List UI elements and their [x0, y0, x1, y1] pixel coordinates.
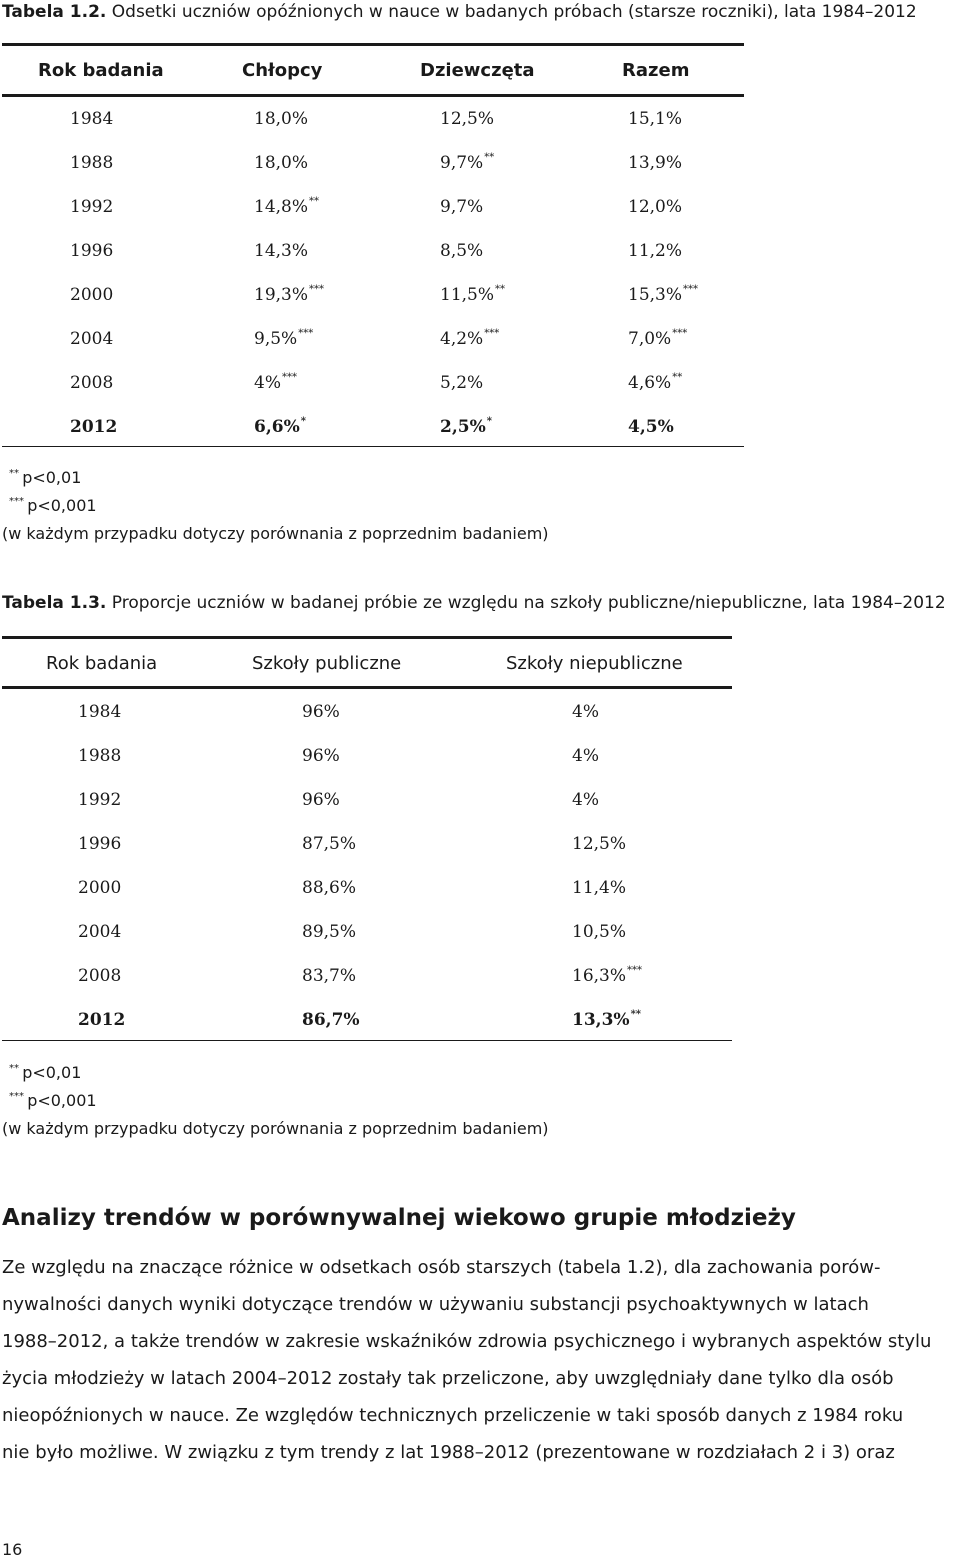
table-1-2-header-2 [420, 60, 535, 81]
table-1-3-private-text: 13,3% [572, 1010, 630, 1030]
significance-marker: ** [484, 152, 495, 163]
table-1-3-year [78, 834, 121, 854]
note-marker: ** [9, 1063, 23, 1074]
table-1-2-year-text: 2012 [70, 417, 118, 437]
note-marker: ** [9, 468, 23, 479]
significance-marker: *** [627, 965, 643, 976]
table-1-3-public [302, 790, 340, 810]
significance-marker: *** [309, 284, 325, 295]
table-1-3-public [302, 746, 340, 766]
paragraph-line-text: Ze względu na znaczące różnice w odsetkach osób starszych (tabela 1.2), dla zachowania porów- [2, 1257, 881, 1278]
table-1-2-label: Tabela 1.2. [2, 2, 107, 22]
table-1-3-caption [2, 593, 946, 613]
significance-marker: * [486, 416, 492, 427]
table-1-3-private [572, 834, 626, 854]
table-1-3-private [572, 966, 642, 986]
table-1-2-boys [254, 373, 297, 393]
table-1-2-boys-text: 14,8% [254, 197, 309, 217]
table-1-2-boys-text: 19,3% [254, 285, 309, 305]
table-1-3-private-text: 4% [572, 702, 599, 722]
table-1-2-girls [440, 109, 494, 129]
table-1-2-header-3-text: Razem [622, 60, 690, 81]
table-1-2-total [628, 417, 674, 437]
table-1-2-girls [440, 241, 483, 261]
table-1-2-total [628, 241, 682, 261]
table-1-2-girls [440, 285, 505, 305]
paragraph-line [2, 1294, 958, 1315]
note-text: (w każdym przypadku dotyczy porównania z poprzednim badaniem) [2, 1119, 549, 1138]
table-1-3-private [572, 1010, 641, 1030]
table-1-3-public [302, 1010, 360, 1030]
table-1-2-girls [440, 417, 492, 437]
note-marker: *** [9, 1091, 28, 1102]
table-1-2-year [70, 241, 113, 261]
table-1-2-year-text: 1996 [70, 241, 114, 261]
table-1-2-boys [254, 109, 308, 129]
table-1-2-girls-text: 2,5% [440, 417, 486, 437]
paragraph-line [2, 1368, 958, 1389]
table-1-3-public-text: 88,6% [302, 878, 357, 898]
table-1-2-year [70, 197, 113, 217]
significance-marker: *** [484, 328, 500, 339]
table-1-3-header-2-text: Szkoły niepubliczne [506, 653, 683, 674]
paragraph-line [2, 1331, 958, 1352]
note-text: (w każdym przypadku dotyczy porównania z poprzednim badaniem) [2, 524, 549, 543]
table-1-2-total [628, 373, 682, 393]
table-1-2-boys [254, 329, 313, 349]
table-1-2-header-0-text: Rok badania [38, 60, 164, 81]
table-1-2-header-0 [38, 60, 164, 81]
table-1-3-header-0-text: Rok badania [46, 653, 158, 674]
table-1-2-girls-text: 8,5% [440, 241, 484, 261]
table-1-3-year-text: 2012 [78, 1010, 126, 1030]
section-heading: Analizy trendów w porównywalnej wiekowo grupie młodzieży [2, 1205, 796, 1231]
table-1-3-title: Proporcje uczniów w badanej próbie ze względu na szkoły publiczne/niepubliczne, lata 1984–2012 [111, 593, 946, 613]
table-1-2-total-text: 15,3% [628, 285, 683, 305]
table-1-3-year [78, 746, 121, 766]
table-1-2-boys-text: 18,0% [254, 109, 309, 129]
table-1-2-girls [440, 153, 494, 173]
table-1-3-year [78, 1010, 125, 1030]
table-1-2-boys [254, 197, 319, 217]
table-1-3-header-2 [506, 653, 683, 674]
significance-marker: ** [309, 196, 320, 207]
table-1-2-note [8, 468, 81, 487]
table-1-3-public [302, 834, 356, 854]
table-1-2-total-text: 15,1% [628, 109, 683, 129]
table-1-3-public-text: 96% [302, 790, 340, 810]
table-1-2-year [70, 109, 113, 129]
table-1-3-public [302, 702, 340, 722]
table-1-2-year [70, 417, 117, 437]
table-1-2-total-text: 12,0% [628, 197, 683, 217]
significance-marker: ** [672, 372, 683, 383]
table-1-2-total [628, 109, 682, 129]
paragraph-line-text: nywalności danych wyniki dotyczące trendów w używaniu substancji psychoaktywnych w latach [2, 1294, 869, 1315]
table-1-2-title: Odsetki uczniów opóźnionych w nauce w badanych próbach (starsze roczniki), lata 1984–2012 [111, 2, 917, 22]
table-1-3-private [572, 702, 599, 722]
table-1-3-note [8, 1091, 97, 1110]
table-1-3-private-text: 16,3% [572, 966, 627, 986]
significance-marker: * [300, 416, 306, 427]
table-1-2-girls-text: 5,2% [440, 373, 484, 393]
table-1-2-girls-text: 9,7% [440, 197, 484, 217]
table-1-2-girls-text: 9,7% [440, 153, 484, 173]
table-1-3-year-text: 1992 [78, 790, 122, 810]
table-1-2-total-text: 4,6% [628, 373, 672, 393]
table-1-3-public [302, 966, 356, 986]
significance-marker: ** [495, 284, 506, 295]
table-1-3-private-text: 12,5% [572, 834, 627, 854]
significance-marker: *** [298, 328, 314, 339]
table-1-3-header-rule [2, 686, 732, 689]
table-1-2-header-3 [622, 60, 689, 81]
paragraph-line-text: nie było możliwe. W związku z tym trendy z lat 1988–2012 (prezentowane w rozdziałach 2 i 3) oraz [2, 1442, 895, 1463]
table-1-2-bottom-rule [2, 446, 744, 447]
table-1-2-girls-text: 12,5% [440, 109, 495, 129]
table-1-2-boys-text: 18,0% [254, 153, 309, 173]
paragraph-line [2, 1405, 958, 1426]
table-1-2-boys-text: 4% [254, 373, 281, 393]
table-1-3-year-text: 1988 [78, 746, 122, 766]
table-1-3-bottom-rule [2, 1040, 732, 1041]
note-text: p<0,001 [27, 496, 97, 515]
table-1-3-year-text: 1996 [78, 834, 122, 854]
table-1-2-year [70, 285, 113, 305]
table-1-3-public [302, 878, 356, 898]
note-text: p<0,01 [22, 1063, 82, 1082]
significance-marker: *** [672, 328, 688, 339]
table-1-2-total-text: 11,2% [628, 241, 683, 261]
table-1-2-year-text: 2000 [70, 285, 114, 305]
table-1-2-year-text: 1984 [70, 109, 114, 129]
table-1-2-year [70, 329, 113, 349]
table-1-2-total-text: 7,0% [628, 329, 672, 349]
table-1-2-total [628, 285, 698, 305]
table-1-3-year [78, 966, 121, 986]
table-1-3-top-rule [2, 636, 732, 639]
significance-marker: ** [630, 1009, 642, 1020]
table-1-3-public-text: 86,7% [302, 1010, 360, 1030]
table-1-2-year [70, 153, 113, 173]
table-1-2-boys [254, 153, 308, 173]
table-1-2-boys [254, 241, 308, 261]
table-1-2-caption [2, 2, 917, 22]
table-1-2-total [628, 329, 687, 349]
table-1-3-label: Tabela 1.3. [2, 593, 107, 613]
significance-marker: *** [683, 284, 699, 295]
paragraph-line-text: 1988–2012, a także trendów w zakresie wskaźników zdrowia psychicznego i wybranych aspektów stylu [2, 1331, 932, 1352]
table-1-3-public-text: 96% [302, 746, 340, 766]
table-1-2-note [2, 524, 549, 543]
table-1-3-private-text: 4% [572, 790, 599, 810]
table-1-3-public-text: 87,5% [302, 834, 357, 854]
table-1-2-note [8, 496, 97, 515]
table-1-3-header-1 [252, 653, 401, 674]
table-1-2-total [628, 153, 682, 173]
table-1-3-year [78, 790, 121, 810]
table-1-2-year-text: 1988 [70, 153, 114, 173]
table-1-2-boys [254, 285, 324, 305]
page-number: 16 [2, 1540, 23, 1559]
table-1-2-boys-text: 14,3% [254, 241, 309, 261]
table-1-2-girls [440, 197, 483, 217]
table-1-3-year [78, 702, 121, 722]
paragraph-line-text: nieopóźnionych w nauce. Ze względów technicznych przeliczenie w taki sposób danych z 1984 roku [2, 1405, 904, 1426]
table-1-2-year-text: 1992 [70, 197, 114, 217]
table-1-2-header-1 [242, 60, 322, 81]
note-text: p<0,01 [22, 468, 82, 487]
table-1-3-private [572, 922, 626, 942]
table-1-3-public-text: 89,5% [302, 922, 357, 942]
note-text: p<0,001 [27, 1091, 97, 1110]
table-1-3-public [302, 922, 356, 942]
table-1-2-girls [440, 329, 499, 349]
table-1-3-private [572, 790, 599, 810]
table-1-2-year [70, 373, 113, 393]
table-1-3-year [78, 878, 121, 898]
table-1-3-private [572, 746, 599, 766]
table-1-3-private [572, 878, 626, 898]
table-1-2-year-text: 2008 [70, 373, 114, 393]
paragraph-line-text: życia młodzieży w latach 2004–2012 zostały tak przeliczone, aby uwzględniały dane tylko dla osób [2, 1368, 894, 1389]
table-1-3-public-text: 96% [302, 702, 340, 722]
table-1-3-private-text: 4% [572, 746, 599, 766]
table-1-2-year-text: 2004 [70, 329, 114, 349]
table-1-2-girls-text: 11,5% [440, 285, 495, 305]
table-1-2-total-text: 13,9% [628, 153, 683, 173]
table-1-2-girls-text: 4,2% [440, 329, 484, 349]
table-1-3-year-text: 2008 [78, 966, 122, 986]
table-1-2-top-rule [2, 43, 744, 46]
paragraph-line [2, 1442, 958, 1463]
table-1-2-total [628, 197, 682, 217]
table-1-3-year-text: 1984 [78, 702, 122, 722]
table-1-3-year-text: 2004 [78, 922, 122, 942]
table-1-3-public-text: 83,7% [302, 966, 357, 986]
table-1-2-boys [254, 417, 306, 437]
table-1-2-header-rule [2, 94, 744, 97]
table-1-3-note [8, 1063, 81, 1082]
table-1-3-year-text: 2000 [78, 878, 122, 898]
paragraph-line [2, 1257, 958, 1278]
table-1-3-header-0 [46, 653, 157, 674]
table-1-2-boys-text: 6,6% [254, 417, 300, 437]
table-1-2-header-2-text: Dziewczęta [420, 60, 535, 81]
table-1-3-year [78, 922, 121, 942]
table-1-3-private-text: 10,5% [572, 922, 627, 942]
table-1-2-boys-text: 9,5% [254, 329, 298, 349]
table-1-2-header-1-text: Chłopcy [242, 60, 323, 81]
table-1-3-header-1-text: Szkoły publiczne [252, 653, 402, 674]
significance-marker: *** [281, 372, 297, 383]
table-1-2-girls [440, 373, 483, 393]
table-1-3-private-text: 11,4% [572, 878, 627, 898]
table-1-2-total-text: 4,5% [628, 417, 674, 437]
table-1-3-note [2, 1119, 549, 1138]
note-marker: *** [9, 496, 28, 507]
